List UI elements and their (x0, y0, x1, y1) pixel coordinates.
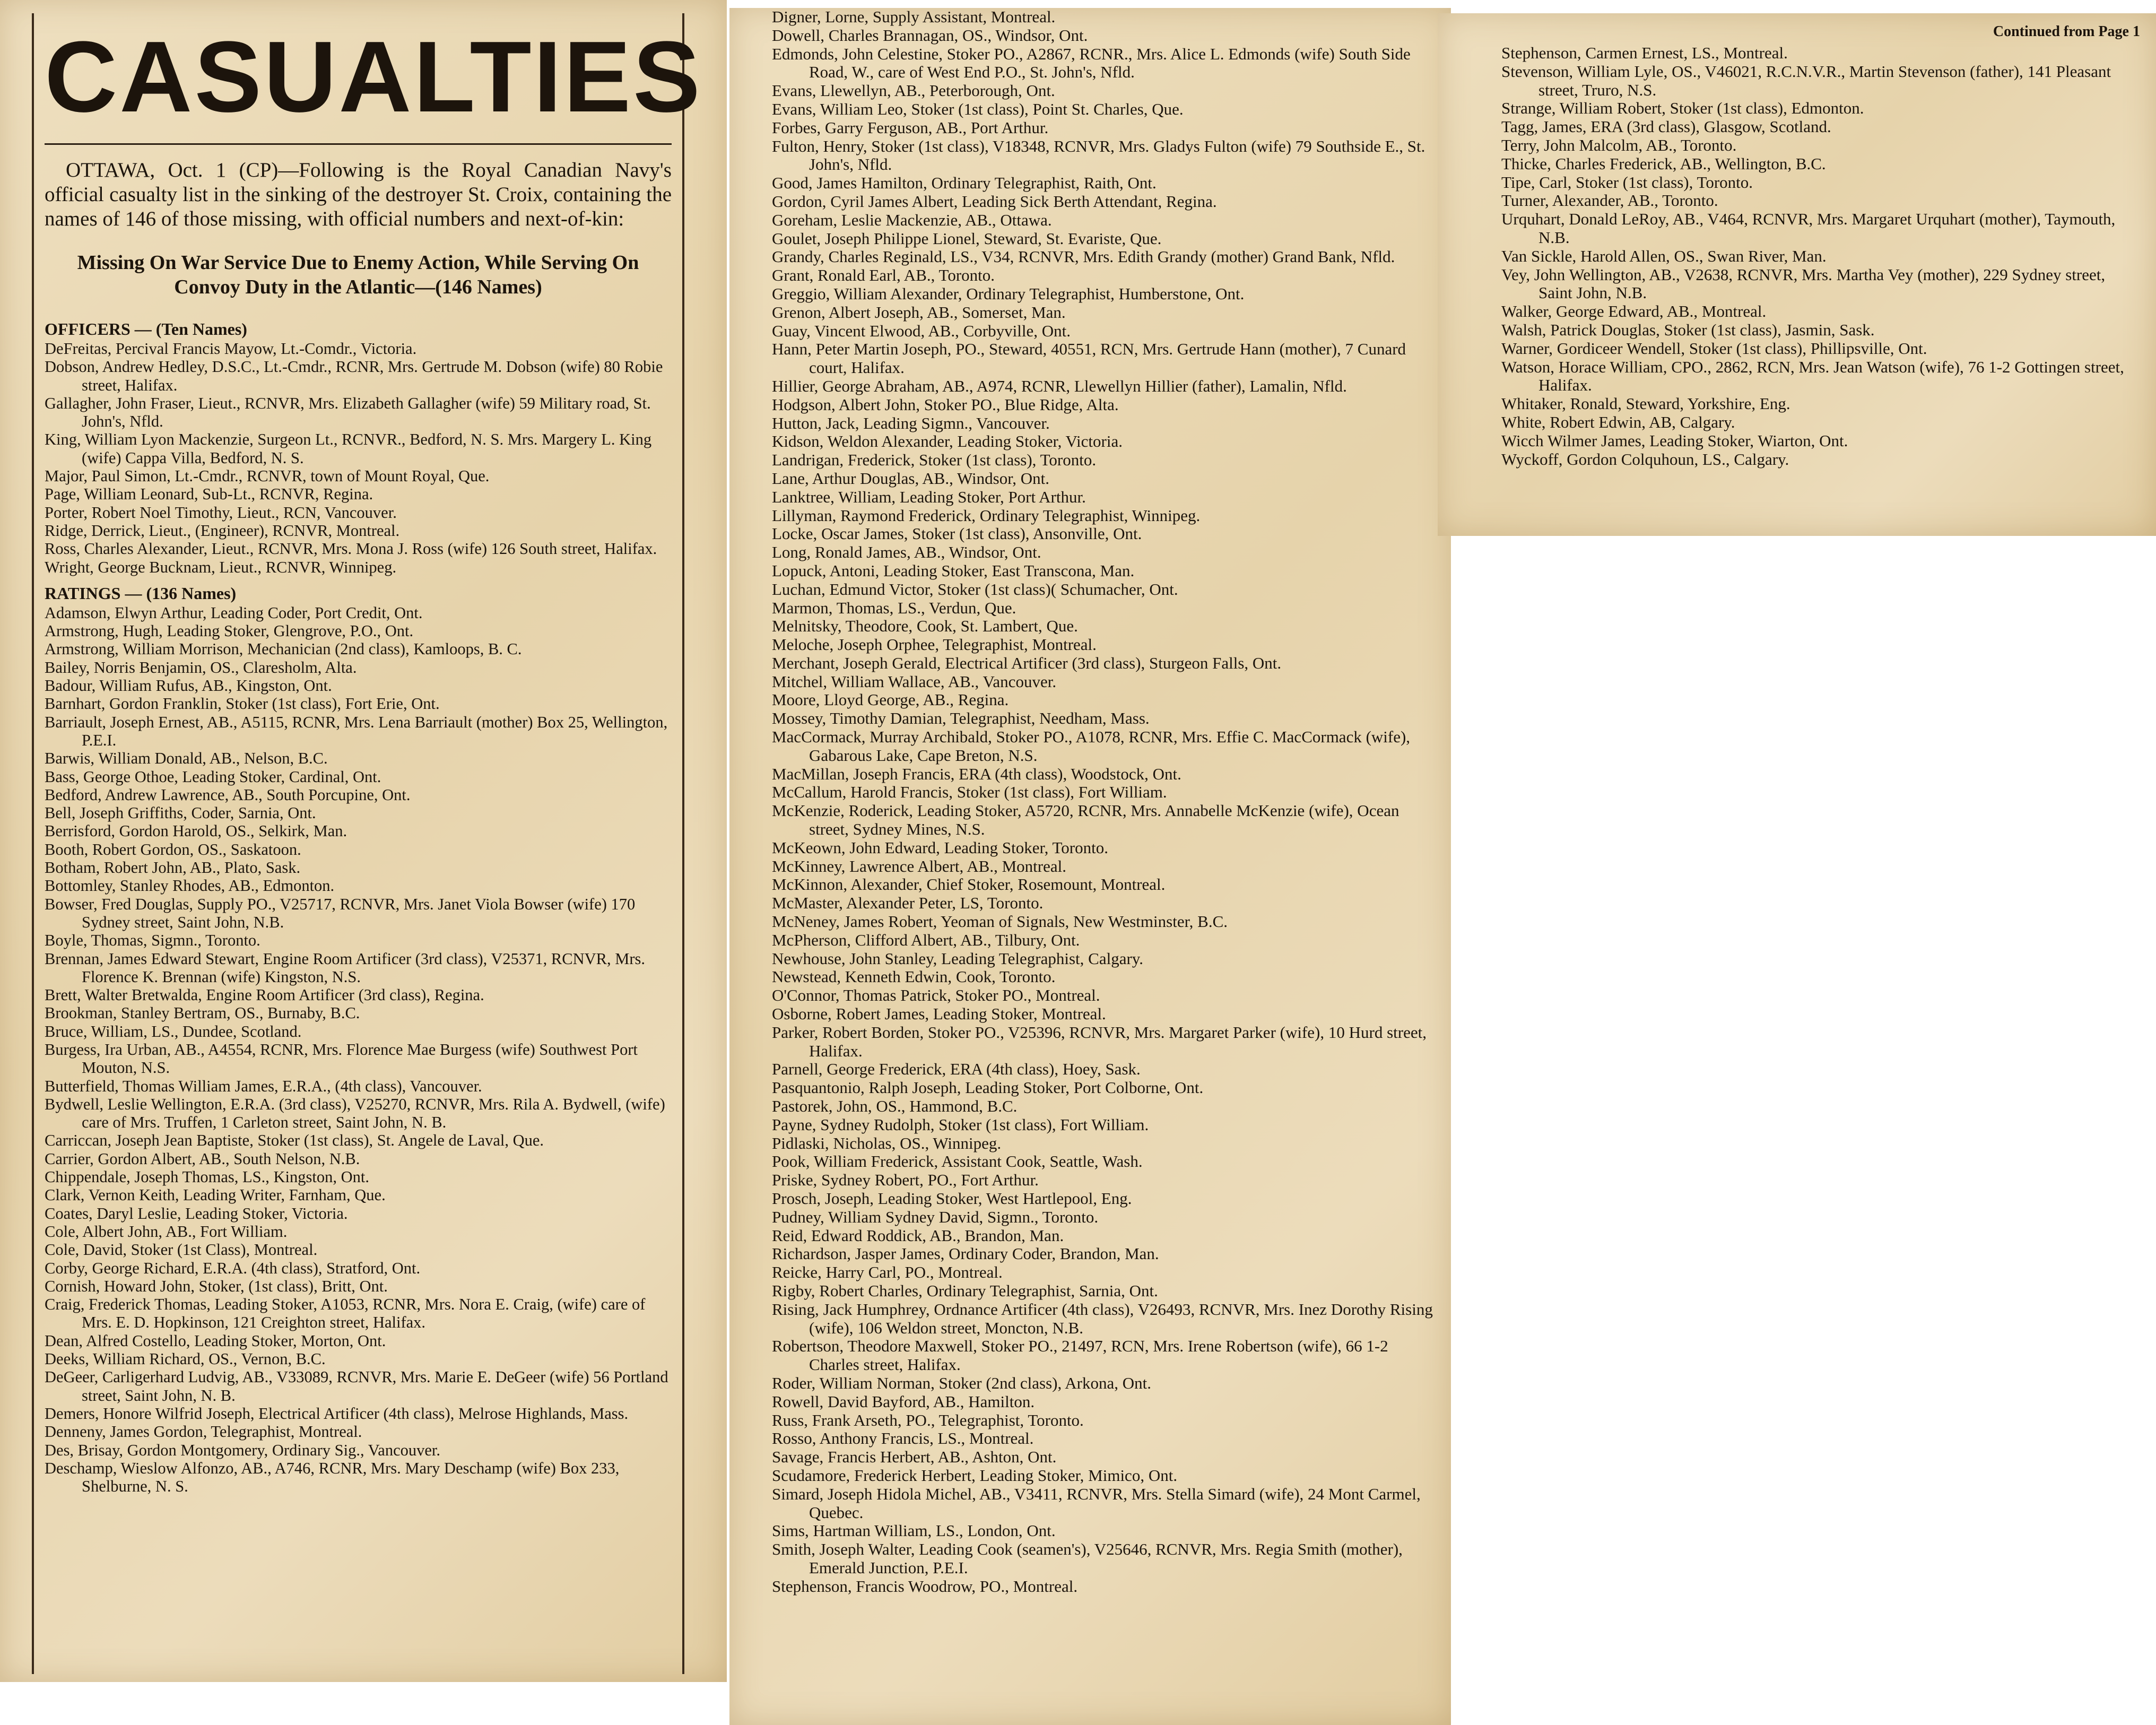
casualty-entry: Walsh, Patrick Douglas, Stoker (1st class), Jasmin, Sask. (1501, 320, 1875, 339)
casualty-entry: Parker, Robert Borden, Stoker PO., V25396, RCNVR, Mrs. Margaret Parker (wife), 10 Hurd street, Halifax. (772, 1022, 1427, 1060)
casualty-entry: Hutton, Jack, Leading Sigmn., Vancouver. (772, 413, 1050, 432)
officers-heading: OFFICERS — (Ten Names) (45, 319, 247, 339)
casualty-entry: Forbes, Garry Ferguson, AB., Port Arthur. (772, 118, 1049, 137)
casualty-entry: Priske, Sydney Robert, PO., Fort Arthur. (772, 1171, 1039, 1190)
casualty-entry: Moore, Lloyd George, AB., Regina. (772, 690, 1009, 709)
clipping-column-3 (1438, 13, 2156, 536)
casualty-entry: Hillier, George Abraham, AB., A974, RCNR, Llewellyn Hillier (father), Lamalin, Nfld. (772, 376, 1347, 395)
casualty-entry: Whitaker, Ronald, Steward, Yorkshire, Eng. (1501, 394, 1790, 413)
casualty-entry: Pastorek, John, OS., Hammond, B.C. (772, 1097, 1018, 1116)
casualty-entry: Turner, Alexander, AB., Toronto. (1501, 191, 1718, 210)
casualty-entry: Bruce, William, LS., Dundee, Scotland. (45, 1022, 302, 1041)
casualty-entry: Bottomley, Stanley Rhodes, AB., Edmonton. (45, 877, 335, 895)
casualty-entry: Butterfield, Thomas William James, E.R.A., (4th class), Vancouver. (45, 1077, 482, 1095)
casualty-entry: Osborne, Robert James, Leading Stoker, Montreal. (772, 1004, 1106, 1024)
casualty-entry: Pudney, William Sydney David, Sigmn., Toronto. (772, 1207, 1099, 1226)
casualty-entry: Major, Paul Simon, Lt.-Cmdr., RCNVR, town of Mount Royal, Que. (45, 467, 490, 486)
lead-paragraph: OTTAWA, Oct. 1 (CP)—Following is the Royal Canadian Navy's official casualty list in the sinking of the destroyer St. Croix, containing the names of 146 of those missing, with official numbers and next-of-kin: (45, 159, 672, 230)
casualty-entry: Armstrong, William Morrison, Mechanician (2nd class), Kamloops, B. C. (45, 640, 522, 658)
casualty-entry: Tipe, Carl, Stoker (1st class), Toronto. (1501, 172, 1753, 192)
officers-list (45, 340, 672, 576)
casualty-entry: Strange, William Robert, Stoker (1st class), Edmonton. (1501, 99, 1864, 118)
casualty-entry: Pasquantonio, Ralph Joseph, Leading Stoker, Port Colborne, Ont. (772, 1078, 1204, 1097)
casualty-entry: Hodgson, Albert John, Stoker PO., Blue Ridge, Alta. (772, 395, 1119, 414)
casualty-entry: Bowser, Fred Douglas, Supply PO., V25717, RCNVR, Mrs. Janet Viola Bowser (wife) 170 Sydney street, Saint John, N.B. (45, 895, 636, 931)
casualty-entry: Wyckoff, Gordon Colquhoun, LS., Calgary. (1501, 449, 1789, 469)
casualty-entry: Lanktree, William, Leading Stoker, Port Arthur. (772, 487, 1086, 506)
headline-rule (45, 143, 672, 145)
casualty-entry: Carriccan, Joseph Jean Baptiste, Stoker (1st class), St. Angele de Laval, Que. (45, 1131, 544, 1150)
casualty-entry: Gallagher, John Fraser, Lieut., RCNVR, Mrs. Elizabeth Gallagher (wife) 59 Military road, St. John's, Nfld. (45, 394, 651, 431)
casualty-entry: Barwis, William Donald, AB., Nelson, B.C. (45, 749, 328, 768)
clipping-column-2 (729, 8, 1451, 1725)
casualty-entry: Deeks, William Richard, OS., Vernon, B.C. (45, 1350, 326, 1368)
casualty-entry: MacMillan, Joseph Francis, ERA (4th class), Woodstock, Ont. (772, 764, 1181, 783)
casualty-entry: Clark, Vernon Keith, Leading Writer, Farnham, Que. (45, 1186, 386, 1204)
casualty-entry: Reid, Edward Roddick, AB., Brandon, Man. (772, 1226, 1064, 1245)
casualty-entry: Savage, Francis Herbert, AB., Ashton, Ont. (772, 1447, 1057, 1467)
casualty-entry: McKenzie, Roderick, Leading Stoker, A5720, RCNR, Mrs. Annabelle McKenzie (wife), Ocean street, Sydney Mines, N.S. (772, 801, 1399, 839)
ratings-list-column-1 (45, 604, 672, 1496)
casualty-entry: MacCormack, Murray Archibald, Stoker PO., A1078, RCNR, Mrs. Effie C. MacCormack (wife), Gabarous Lake, Cape Breton, N.S. (772, 727, 1411, 765)
casualty-entry: Mitchel, William Wallace, AB., Vancouver. (772, 672, 1057, 691)
casualty-entry: Craig, Frederick Thomas, Leading Stoker, A1053, RCNR, Mrs. Nora E. Craig, (wife) care of Mrs. E. D. Hopkinson, 121 Creighton street, Halifax. (45, 1295, 646, 1332)
casualty-entry: Luchan, Edmund Victor, Stoker (1st class)( Schumacher, Ont. (772, 579, 1178, 599)
casualty-entry: Cole, David, Stoker (1st Class), Montreal. (45, 1241, 318, 1259)
casualty-entry: Porter, Robert Noel Timothy, Lieut., RCN, Vancouver. (45, 503, 397, 522)
casualty-entry: Fulton, Henry, Stoker (1st class), V18348, RCNVR, Mrs. Gladys Fulton (wife) 79 Southside E., St. John's, Nfld. (772, 136, 1425, 174)
casualty-entry: Bydwell, Leslie Wellington, E.R.A. (3rd class), V25270, RCNVR, Mrs. Rila A. Bydwell, (wife) care of Mrs. Truffen, 1 Carleton street, Saint John, N. B. (45, 1095, 665, 1132)
casualty-entry: Demers, Honore Wilfrid Joseph, Electrical Artificer (4th class), Melrose Highlands, Mass. (45, 1404, 629, 1423)
casualty-entry: Roder, William Norman, Stoker (2nd class), Arkona, Ont. (772, 1373, 1151, 1392)
casualty-entry: Gordon, Cyril James Albert, Leading Sick Berth Attendant, Regina. (772, 192, 1217, 211)
casualty-entry: Brennan, James Edward Stewart, Engine Room Artificer (3rd class), V25371, RCNVR, Mrs. Florence K. Brennan (wife) Kingston, N.S. (45, 949, 645, 986)
casualty-entry: Warner, Gordiceer Wendell, Stoker (1st class), Phillipsville, Ont. (1501, 339, 1927, 358)
casualty-entry: Rising, Jack Humphrey, Ordnance Artificer (4th class), V26493, RCNVR, Mrs. Inez Dorothy Rising (wife), 106 Weldon street, Moncton, N.B. (772, 1299, 1433, 1337)
casualty-entry: Cole, Albert John, AB., Fort William. (45, 1222, 288, 1241)
casualty-entry: Carrier, Gordon Albert, AB., South Nelson, N.B. (45, 1149, 360, 1168)
casualty-entry: Long, Ronald James, AB., Windsor, Ont. (772, 543, 1041, 562)
casualty-entry: McKinnon, Alexander, Chief Stoker, Rosemount, Montreal. (772, 875, 1166, 894)
casualty-entry: Brookman, Stanley Bertram, OS., Burnaby, B.C. (45, 1004, 360, 1022)
casualty-entry: Richardson, Jasper James, Ordinary Coder, Brandon, Man. (772, 1244, 1159, 1263)
casualty-entry: Kidson, Weldon Alexander, Leading Stoker, Victoria. (772, 432, 1123, 451)
casualty-entry: Burgess, Ira Urban, AB., A4554, RCNR, Mrs. Florence Mae Burgess (wife) Southwest Port Mouton, N.S. (45, 1040, 638, 1077)
casualty-entry: Wicch Wilmer James, Leading Stoker, Wiarton, Ont. (1501, 431, 1848, 450)
casualty-entry: Payne, Sydney Rudolph, Stoker (1st class), Fort William. (772, 1115, 1149, 1134)
casualty-entry: Grenon, Albert Joseph, AB., Somerset, Man. (772, 302, 1066, 322)
casualty-entry: Prosch, Joseph, Leading Stoker, West Hartlepool, Eng. (772, 1189, 1132, 1208)
casualty-entry: Reicke, Harry Carl, PO., Montreal. (772, 1263, 1003, 1282)
casualty-entry: McCallum, Harold Francis, Stoker (1st class), Fort William. (772, 783, 1167, 802)
casualty-entry: Des, Brisay, Gordon Montgomery, Ordinary Sig., Vancouver. (45, 1441, 441, 1459)
casualty-entry: McPherson, Clifford Albert, AB., Tilbury, Ont. (772, 930, 1080, 949)
casualty-entry: Lane, Arthur Douglas, AB., Windsor, Ont. (772, 469, 1050, 488)
casualty-entry: McKinney, Lawrence Albert, AB., Montreal. (772, 856, 1066, 875)
casualty-entry: Goulet, Joseph Philippe Lionel, Steward, St. Evariste, Que. (772, 229, 1162, 248)
casualty-entry: Thicke, Charles Frederick, AB., Wellington, B.C. (1501, 154, 1826, 173)
casualty-entry: DeFreitas, Percival Francis Mayow, Lt.-Comdr., Victoria. (45, 340, 417, 358)
casualty-entry: Chippendale, Joseph Thomas, LS., Kingston, Ont. (45, 1168, 369, 1186)
casualty-entry: Edmonds, John Celestine, Stoker PO., A2867, RCNR., Mrs. Alice L. Edmonds (wife) South Side Road, W., care of West End P.O., St. John's, Nfld. (772, 44, 1411, 82)
casualty-entry: Marmon, Thomas, LS., Verdun, Que. (772, 598, 1016, 617)
casualty-entry: Pidlaski, Nicholas, OS., Winnipeg. (772, 1133, 1002, 1152)
casualty-entry: Ross, Charles Alexander, Lieut., RCNVR, Mrs. Mona J. Ross (wife) 126 South street, Halifax. (45, 540, 657, 558)
casualty-entry: Adamson, Elwyn Arthur, Leading Coder, Port Credit, Ont. (45, 603, 423, 622)
casualty-entry: Parnell, George Frederick, ERA (4th class), Hoey, Sask. (772, 1060, 1141, 1079)
casualty-entry: Meloche, Joseph Orphee, Telegraphist, Montreal. (772, 635, 1097, 654)
casualty-entry: Stevenson, William Lyle, OS., V46021, R.C.N.V.R., Martin Stevenson (father), 141 Pleasant street, Truro, N.S. (1501, 62, 2111, 99)
casualty-entry: Digner, Lorne, Supply Assistant, Montreal. (772, 8, 1056, 26)
casualty-entry: Bedford, Andrew Lawrence, AB., South Porcupine, Ont. (45, 785, 411, 804)
casualty-entry: Pook, William Frederick, Assistant Cook, Seattle, Wash. (772, 1152, 1143, 1171)
casualty-entry: Corby, George Richard, E.R.A. (4th class), Stratford, Ont. (45, 1259, 421, 1277)
casualty-entry: Rowell, David Bayford, AB., Hamilton. (772, 1392, 1035, 1411)
ratings-list-column-3 (1501, 44, 2140, 469)
ratings-heading: RATINGS — (136 Names) (45, 583, 237, 603)
casualty-entry: Tagg, James, ERA (3rd class), Glasgow, Scotland. (1501, 117, 1831, 136)
casualty-entry: Lopuck, Antoni, Leading Stoker, East Transcona, Man. (772, 561, 1135, 580)
casualty-entry: Newstead, Kenneth Edwin, Cook, Toronto. (772, 967, 1056, 986)
casualty-entry: Dobson, Andrew Hedley, D.S.C., Lt.-Cmdr., RCNR, Mrs. Gertrude M. Dobson (wife) 80 Robie street, Halifax. (45, 358, 663, 394)
casualty-entry: McKeown, John Edward, Leading Stoker, Toronto. (772, 838, 1108, 857)
headline: CASUALTIES (45, 21, 702, 133)
casualty-entry: Vey, John Wellington, AB., V2638, RCNVR, Mrs. Martha Vey (mother), 229 Sydney street, Saint John, N.B. (1501, 265, 2106, 302)
casualty-entry: White, Robert Edwin, AB, Calgary. (1501, 412, 1735, 431)
casualty-entry: Smith, Joseph Walter, Leading Cook (seamen's), V25646, RCNVR, Mrs. Regia Smith (mother), Emerald Junction, P.E.I. (772, 1540, 1403, 1577)
ratings-list-column-2 (772, 8, 1435, 1596)
casualty-entry: Dean, Alfred Costello, Leading Stoker, Morton, Ont. (45, 1331, 386, 1350)
casualty-entry: Boyle, Thomas, Sigmn., Toronto. (45, 931, 260, 950)
casualty-entry: Grandy, Charles Reginald, LS., V34, RCNVR, Mrs. Edith Grandy (mother) Grand Bank, Nfld. (772, 247, 1395, 266)
casualty-entry: Russ, Frank Arseth, PO., Telegraphist, Toronto. (772, 1410, 1084, 1429)
casualty-entry: Botham, Robert John, AB., Plato, Sask. (45, 859, 301, 877)
casualty-entry: Melnitsky, Theodore, Cook, St. Lambert, Que. (772, 617, 1078, 636)
casualty-entry: Hann, Peter Martin Joseph, PO., Steward, 40551, RCN, Mrs. Gertrude Hann (mother), 7 Cunard court, Halifax. (772, 340, 1406, 377)
casualty-entry: Rosso, Anthony Francis, LS., Montreal. (772, 1429, 1034, 1448)
casualty-entry: Good, James Hamilton, Ordinary Telegraphist, Raith, Ont. (772, 174, 1157, 193)
casualty-entry: Guay, Vincent Elwood, AB., Corbyville, Ont. (772, 321, 1071, 340)
casualty-entry: Stephenson, Francis Woodrow, PO., Montreal. (772, 1576, 1078, 1596)
clipping-column-1 (0, 0, 727, 1682)
casualty-entry: Evans, Llewellyn, AB., Peterborough, Ont. (772, 81, 1055, 100)
casualty-entry: Goreham, Leslie Mackenzie, AB., Ottawa. (772, 210, 1052, 229)
casualty-entry: Van Sickle, Harold Allen, OS., Swan River, Man. (1501, 246, 1827, 265)
casualty-entry: Lillyman, Raymond Frederick, Ordinary Telegraphist, Winnipeg. (772, 506, 1201, 525)
casualty-entry: Deschamp, Wieslow Alfonzo, AB., A746, RCNR, Mrs. Mary Deschamp (wife) Box 233, Shelburne, N. S. (45, 1459, 620, 1496)
casualty-entry: Stephenson, Carmen Ernest, LS., Montreal. (1501, 44, 1788, 62)
casualty-entry: Brett, Walter Bretwalda, Engine Room Artificer (3rd class), Regina. (45, 986, 484, 1004)
casualty-entry: Denneny, James Gordon, Telegraphist, Montreal. (45, 1423, 362, 1441)
casualty-entry: DeGeer, Carligerhard Ludvig, AB., V33089, RCNVR, Mrs. Marie E. DeGeer (wife) 56 Portland street, Saint John, N. B. (45, 1368, 668, 1405)
casualty-entry: Walker, George Edward, AB., Montreal. (1501, 302, 1767, 321)
casualty-entry: Barnhart, Gordon Franklin, Stoker (1st class), Fort Erie, Ont. (45, 695, 440, 713)
casualty-entry: Rigby, Robert Charles, Ordinary Telegraphist, Sarnia, Ont. (772, 1281, 1158, 1300)
casualty-entry: Bass, George Othoe, Leading Stoker, Cardinal, Ont. (45, 767, 381, 786)
casualty-entry: Landrigan, Frederick, Stoker (1st class), Toronto. (772, 450, 1097, 470)
casualty-entry: Terry, John Malcolm, AB., Toronto. (1501, 135, 1737, 154)
casualty-entry: McNeney, James Robert, Yeoman of Signals, New Westminster, B.C. (772, 912, 1228, 931)
casualty-entry: Locke, Oscar James, Stoker (1st class), Ansonville, Ont. (772, 524, 1142, 543)
casualty-entry: Robertson, Theodore Maxwell, Stoker PO., 21497, RCN, Mrs. Irene Robertson (wife), 66 1-2 Charles street, Halifax. (772, 1337, 1388, 1374)
casualty-entry: Newhouse, John Stanley, Leading Telegraphist, Calgary. (772, 949, 1144, 968)
casualty-entry: Simard, Joseph Hidola Michel, AB., V3411, RCNVR, Mrs. Stella Simard (wife), 24 Mont Carmel, Quebec. (772, 1484, 1421, 1522)
casualty-entry: Sims, Hartman William, LS., London, Ont. (772, 1521, 1056, 1540)
casualty-entry: Booth, Robert Gordon, OS., Saskatoon. (45, 840, 301, 859)
casualty-entry: Cornish, Howard John, Stoker, (1st class), Britt, Ont. (45, 1277, 388, 1295)
casualty-entry: Coates, Daryl Leslie, Leading Stoker, Victoria. (45, 1204, 348, 1223)
casualty-entry: Ridge, Derrick, Lieut., (Engineer), RCNVR, Montreal. (45, 521, 400, 540)
casualty-entry: Mossey, Timothy Damian, Telegraphist, Needham, Mass. (772, 709, 1150, 728)
casualty-entry: Page, William Leonard, Sub-Lt., RCNVR, Regina. (45, 485, 373, 504)
casualty-entry: Scudamore, Frederick Herbert, Leading Stoker, Mimico, Ont. (772, 1466, 1178, 1485)
casualty-entry: Armstrong, Hugh, Leading Stoker, Glengrove, P.O., Ont. (45, 622, 414, 640)
casualty-entry: Urquhart, Donald LeRoy, AB., V464, RCNVR, Mrs. Margaret Urquhart (mother), Taymouth, N.B. (1501, 210, 2116, 247)
casualty-entry: Badour, William Rufus, AB., Kingston, Ont. (45, 677, 332, 695)
continued-label: Continued from Page 1 (1993, 23, 2140, 40)
casualty-entry: Barriault, Joseph Ernest, AB., A5115, RCNR, Mrs. Lena Barriault (mother) Box 25, Wellington, P.E.I. (45, 713, 668, 749)
subheadline: Missing On War Service Due to Enemy Action, While Serving On Convoy Duty in the Atlantic—(146 Names) (77, 252, 639, 298)
casualty-entry: Watson, Horace William, CPO., 2862, RCN, Mrs. Jean Watson (wife), 76 1-2 Gottingen street, Halifax. (1501, 357, 2124, 395)
casualty-entry: Berrisford, Gordon Harold, OS., Selkirk, Man. (45, 822, 347, 840)
casualty-entry: Dowell, Charles Brannagan, OS., Windsor, Ont. (772, 25, 1088, 45)
casualty-entry: Evans, William Leo, Stoker (1st class), Point St. Charles, Que. (772, 99, 1184, 118)
casualty-entry: O'Connor, Thomas Patrick, Stoker PO., Montreal. (772, 986, 1100, 1005)
casualty-entry: McMaster, Alexander Peter, LS, Toronto. (772, 894, 1044, 913)
casualty-entry: Grant, Ronald Earl, AB., Toronto. (772, 266, 995, 285)
casualty-entry: King, William Lyon Mackenzie, Surgeon Lt., RCNVR., Bedford, N. S. Mrs. Margery L. King (wife) Cappa Villa, Bedford, N. S. (45, 430, 652, 467)
casualty-entry: Wright, George Bucknam, Lieut., RCNVR, Winnipeg. (45, 558, 397, 576)
column-1-frame (32, 13, 702, 1674)
casualty-entry: Bell, Joseph Griffiths, Coder, Sarnia, Ont. (45, 804, 316, 822)
casualty-entry: Greggio, William Alexander, Ordinary Telegraphist, Humberstone, Ont. (772, 284, 1245, 303)
casualty-entry: Merchant, Joseph Gerald, Electrical Artificer (3rd class), Sturgeon Falls, Ont. (772, 653, 1282, 672)
casualty-entry: Bailey, Norris Benjamin, OS., Claresholm, Alta. (45, 658, 357, 677)
